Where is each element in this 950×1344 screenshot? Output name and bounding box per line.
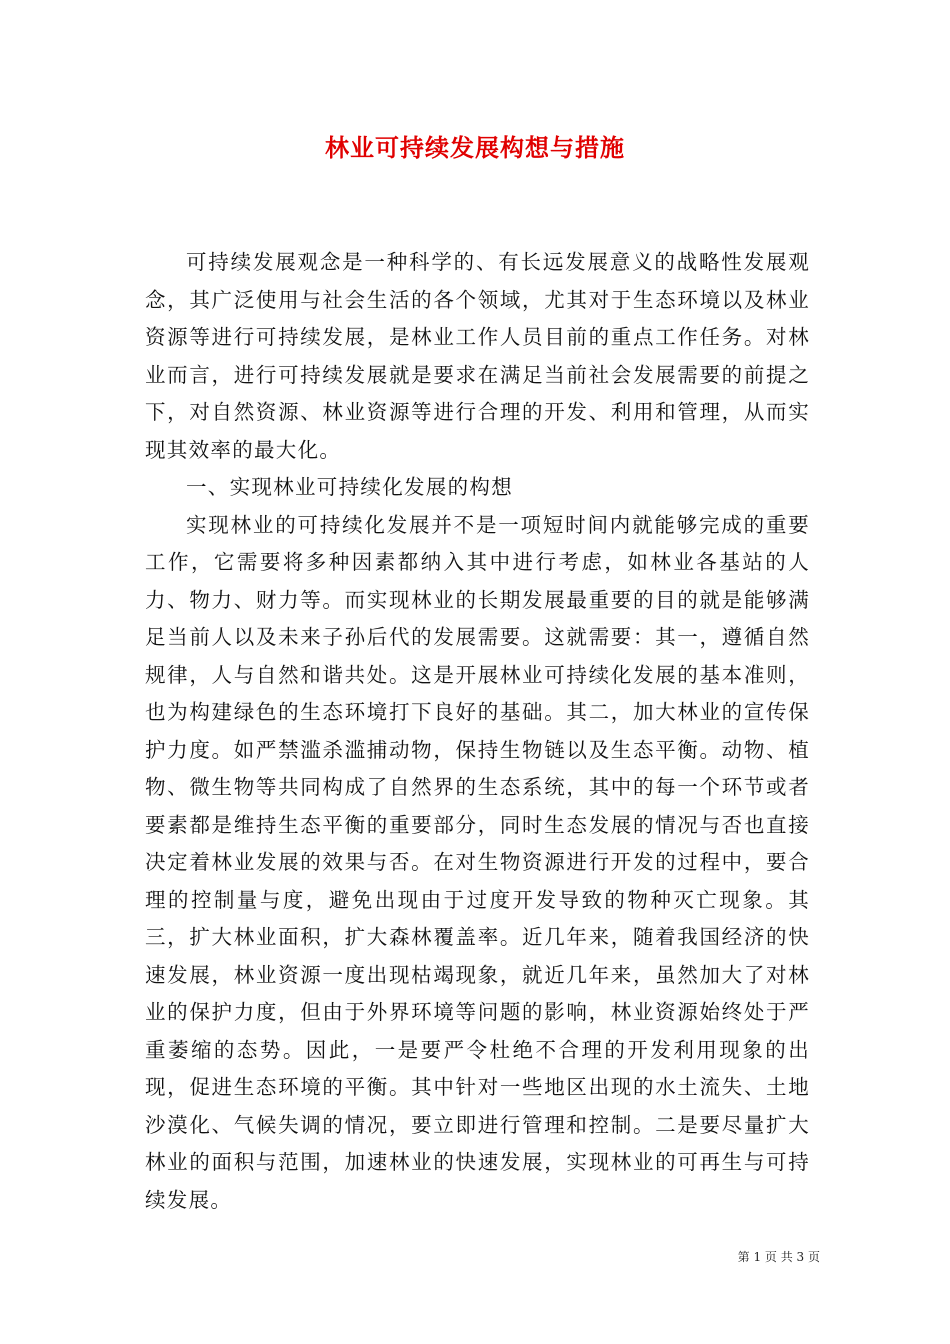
document-body (145, 244, 810, 1219)
paragraph-section-1: 实现林业的可持续化发展并不是一项短时间内就能够完成的重要工作，它需要将多种因素都纳入其中进行考虑，如林业各基站的人力、物力、财力等。而实现林业的长期发展最重要的目的就是能够满足当前人以及未来子孙后代的发展需要。这就需要：其一，遵循自然规律，人与自然和谐共处。这是开展林业可持续化发展的基本准则，也为构建绿色的生态环境打下良好的基础。其二，加大林业的宣传保护力度。如严禁滥杀滥捕动物，保持生物链以及生态平衡。动物、植物、微生物等共同构成了自然界的生态系统，其中的每一个环节或者要素都是维持生态平衡的重要部分，同时生态发展的情况与否也直接决定着林业发展的效果与否。在对生物资源进行开发的过程中，要合理的控制量与度，避免出现由于过度开发导致的物种灭亡现象。其三，扩大林业面积，扩大森林覆盖率。近几年来，随着我国经济的快速发展，林业资源一度出现枯竭现象，就近几年来，虽然加大了对林业的保护力度，但由于外界环境等问题的影响，林业资源始终处于严重萎缩的态势。因此，一是要严令杜绝不合理的开发利用现象的出现，促进生态环境的平衡。其中针对一些地区出现的水土流失、土地沙漠化、气候失调的情况，要立即进行管理和控制。二是要尽量扩大林业的面积与范围，加速林业的快速发展，实现林业的可再生与可持续发展。 (145, 512, 810, 1212)
document-title: 林业可持续发展构想与措施 (325, 133, 625, 162)
section-heading: 一、实现林业可持续化发展的构想 (186, 475, 513, 499)
paragraph-intro: 可持续发展观念是一种科学的、有长远发展意义的战略性发展观念，其广泛使用与社会生活的各个领域，尤其对于生态环境以及林业资源等进行可持续发展，是林业工作人员目前的重点工作任务。对林业而言，进行可持续发展就是要求在满足当前社会发展需要的前提之下，对自然资源、林业资源等进行合理的开发、利用和管理，从而实现其效率的最大化。 (145, 250, 810, 462)
page-number-footer: 第 1 页 共 3 页 (737, 1250, 820, 1264)
